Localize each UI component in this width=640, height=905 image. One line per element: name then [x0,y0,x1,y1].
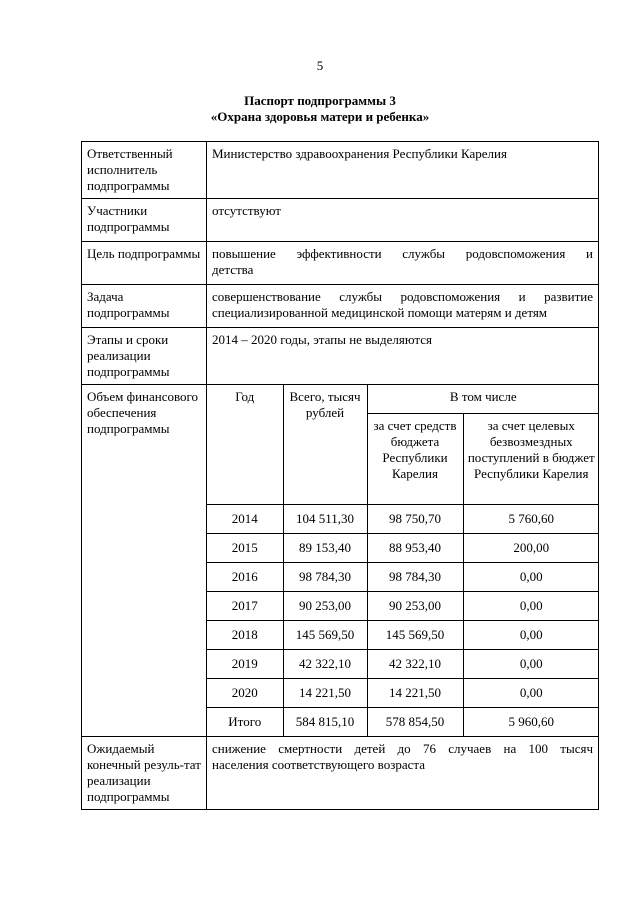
row-goal [82,242,599,285]
title-line-1: Паспорт подпрограммы 3 [244,93,396,108]
header-total: Всего, тысяч рублей [283,385,367,505]
stages-value: 2014 – 2020 годы, этапы не выделяются [207,328,599,385]
goal-value [207,242,599,285]
result-value-line-2: населения соответствующего возраста [212,757,426,772]
task-value-line-1: совершенствование службы родовспоможения и развитие [212,289,593,304]
row-financing [82,385,599,737]
cell-year: Итого [207,708,283,737]
goal-value-line-1: повышение эффективности службы родовспоможения и [212,246,593,261]
cell-year: 2016 [207,563,283,592]
cell-targeted: 0,00 [463,679,599,708]
cell-budget: 90 253,00 [367,592,463,621]
participants-label: Участники подпрограммы [82,199,207,242]
cell-total: 42 322,10 [283,650,367,679]
cell-targeted: 5 960,60 [463,708,599,737]
cell-budget: 88 953,40 [367,534,463,563]
cell-year: 2015 [207,534,283,563]
task-value-line-2: специализированной медицинской помощи матерям и детям [212,305,548,320]
title-line-2: «Охрана здоровья матери и ребенка» [210,109,430,124]
participants-value: отсутствуют [207,199,599,242]
cell-budget: 98 784,30 [367,563,463,592]
cell-total: 89 153,40 [283,534,367,563]
financing-row [207,534,599,563]
executor-value: Министерство здравоохранения Республики Карелия [207,142,599,199]
cell-year: 2020 [207,679,283,708]
cell-targeted: 0,00 [463,621,599,650]
cell-total: 104 511,30 [283,505,367,534]
header-year: Год [207,385,283,505]
cell-year: 2018 [207,621,283,650]
cell-total: 14 221,50 [283,679,367,708]
financing-row [207,679,599,708]
goal-value-line-2: детства [212,262,254,277]
executor-label: Ответственный исполнитель подпрограммы [82,142,207,199]
cell-targeted: 5 760,60 [463,505,599,534]
financing-row [207,505,599,534]
row-result [82,737,599,810]
cell-total: 145 569,50 [283,621,367,650]
financing-row [207,650,599,679]
row-participants [82,199,599,242]
cell-budget: 42 322,10 [367,650,463,679]
cell-year: 2014 [207,505,283,534]
cell-budget: 578 854,50 [367,708,463,737]
page-number: 5 [316,58,324,73]
row-task [82,285,599,328]
cell-budget: 14 221,50 [367,679,463,708]
cell-total: 584 815,10 [283,708,367,737]
financing-row [207,708,599,737]
result-label: Ожидаемый конечный резуль-тат реализации подпрограммы [82,737,207,810]
financing-row [207,563,599,592]
header-including: В том числе [367,385,599,414]
row-stages [82,328,599,385]
result-value-line-1: снижение смертности детей до 76 случаев на 100 тысяч [212,741,593,756]
financing-header-row [207,385,599,414]
financing-row [207,592,599,621]
cell-budget: 145 569,50 [367,621,463,650]
header-budget: за счет средств бюджета Республики Карелия [367,414,463,505]
cell-targeted: 0,00 [463,563,599,592]
header-targeted: за счет целевых безвозмездных поступлений в бюджет Республики Карелия [463,414,599,505]
task-value [207,285,599,328]
task-label: Задача подпрограммы [82,285,207,328]
cell-total: 90 253,00 [283,592,367,621]
goal-label: Цель подпрограммы [82,242,207,285]
cell-budget: 98 750,70 [367,505,463,534]
stages-label: Этапы и сроки реализации подпрограммы [82,328,207,385]
financing-row [207,621,599,650]
document-title [0,93,640,125]
passport-table [81,141,599,810]
cell-targeted: 0,00 [463,592,599,621]
financing-label: Объем финансового обеспечения подпрограммы [82,385,207,737]
cell-year: 2019 [207,650,283,679]
cell-targeted: 0,00 [463,650,599,679]
cell-total: 98 784,30 [283,563,367,592]
financing-cell [207,385,599,737]
row-executor [82,142,599,199]
financing-table [207,385,599,736]
cell-targeted: 200,00 [463,534,599,563]
cell-year: 2017 [207,592,283,621]
result-value [207,737,599,810]
